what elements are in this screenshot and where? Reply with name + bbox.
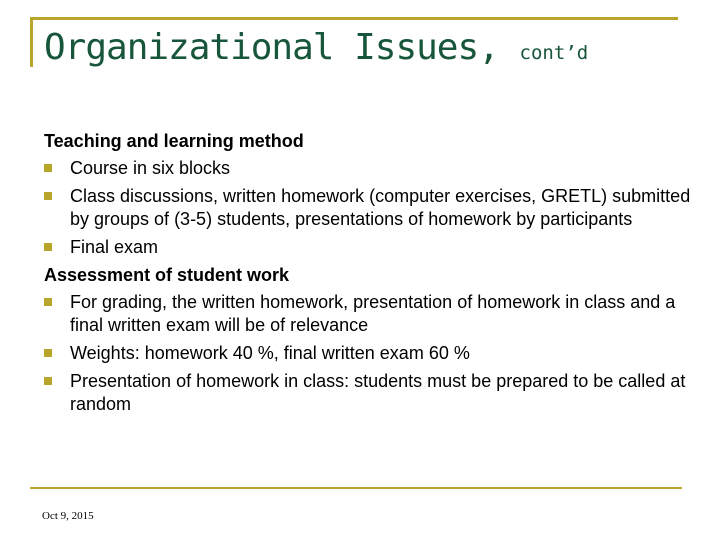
- bullet-text: Final exam: [70, 237, 159, 257]
- bullet-item: [44, 291, 694, 337]
- square-bullet-icon: [44, 164, 52, 172]
- bullet-item: [44, 342, 694, 365]
- square-bullet-icon: [44, 192, 52, 200]
- square-bullet-icon: [44, 377, 52, 385]
- bullet-text: Course in six blocks: [70, 158, 231, 178]
- square-bullet-icon: [44, 298, 52, 306]
- footer-date: Oct 9, 2015: [42, 510, 94, 522]
- square-bullet-icon: [44, 349, 52, 357]
- bullet-text: Class discussions, written homework (computer exercises, GRETL) submitted by groups of (3-5) students, presentations of homework by participants: [70, 186, 691, 229]
- slide-title-text: Organizational Issues,: [44, 27, 499, 68]
- slide-title: [44, 26, 588, 75]
- title-frame-top-line: [30, 17, 678, 20]
- footer-divider-line: [30, 487, 682, 489]
- bullet-item: [44, 157, 694, 180]
- bullet-item: [44, 185, 694, 231]
- bullet-item: [44, 370, 694, 416]
- square-bullet-icon: [44, 243, 52, 251]
- title-frame-left-line: [30, 17, 33, 67]
- bullet-item: [44, 236, 694, 259]
- slide-body: [44, 130, 694, 421]
- bullet-text: For grading, the written homework, presentation of homework in class and a final written exam will be of relevance: [70, 292, 676, 335]
- section-heading-teaching: Teaching and learning method: [44, 131, 304, 151]
- slide-title-suffix: cont’d: [519, 42, 589, 64]
- section-heading-assessment: Assessment of student work: [44, 265, 290, 285]
- bullet-text: Presentation of homework in class: students must be prepared to be called at random: [70, 371, 686, 414]
- bullet-text: Weights: homework 40 %, final written exam 60 %: [70, 343, 470, 363]
